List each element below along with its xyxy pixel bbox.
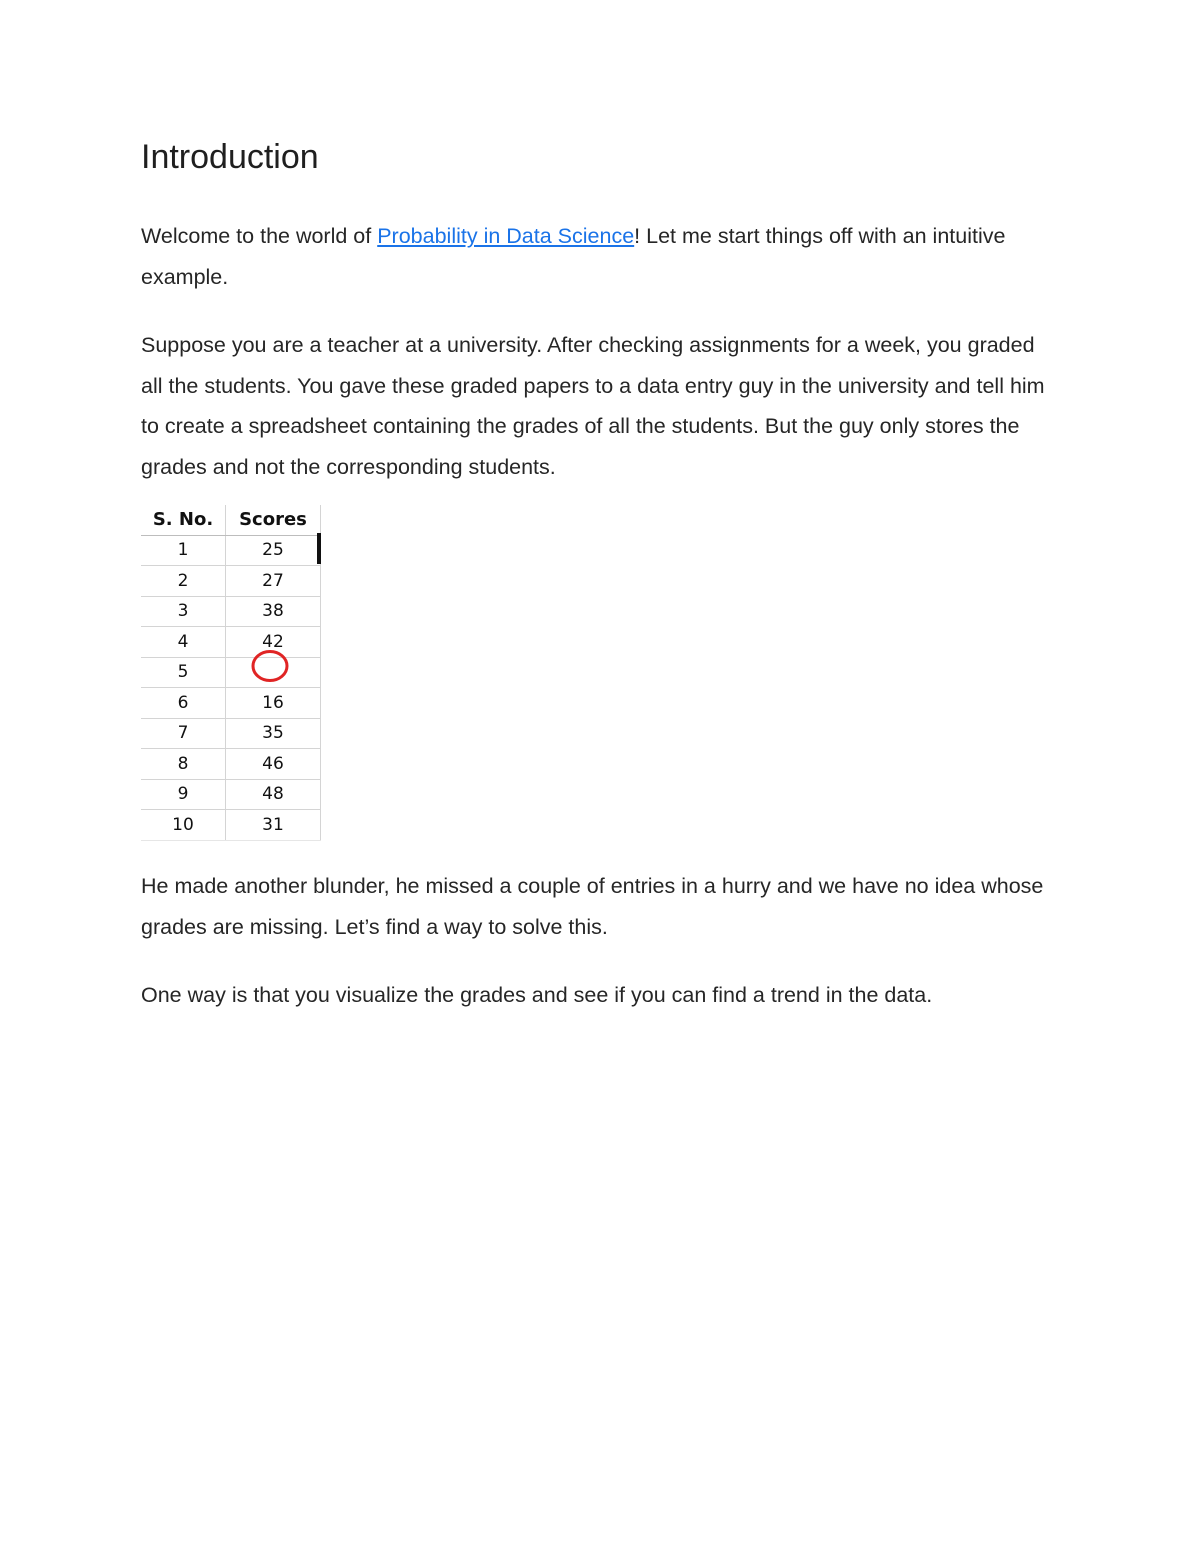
cell-sno[interactable]: 2 <box>141 566 226 597</box>
cell-score[interactable]: 27 <box>226 566 321 597</box>
visualize-paragraph: One way is that you visualize the grades and see if you can find a trend in the data. <box>141 983 933 1007</box>
red-circle-annotation <box>253 652 287 681</box>
cell-score[interactable]: 48 <box>226 779 321 810</box>
table-row <box>141 749 321 780</box>
table-row <box>141 627 321 658</box>
intro-text-after-link: ! Let me start things off with an intuitive example. <box>141 224 1006 289</box>
table-row <box>141 810 321 841</box>
cell-sno[interactable]: 1 <box>141 535 226 566</box>
cell-score[interactable]: 31 <box>226 810 321 841</box>
intro-paragraph <box>141 216 1056 297</box>
cell-sno[interactable]: 9 <box>141 779 226 810</box>
column-header-scores: Scores <box>226 505 321 535</box>
table-row <box>141 718 321 749</box>
cell-sno[interactable]: 8 <box>141 749 226 780</box>
cell-sno[interactable]: 4 <box>141 627 226 658</box>
cell-score[interactable]: 25 <box>226 535 321 566</box>
cell-score[interactable]: 42 <box>226 627 321 658</box>
table-row <box>141 535 321 566</box>
table-row <box>141 657 321 688</box>
cell-cursor-indicator <box>317 533 321 564</box>
cell-score[interactable]: 35 <box>226 718 321 749</box>
column-header-sno: S. No. <box>141 505 226 535</box>
page-title: Introduction <box>141 138 319 176</box>
scores-spreadsheet <box>141 505 323 835</box>
table-row <box>141 596 321 627</box>
cell-score[interactable]: 38 <box>226 596 321 627</box>
table-header-row <box>141 505 321 535</box>
missing-value-circle-icon <box>251 649 289 683</box>
table-row <box>141 779 321 810</box>
cell-sno[interactable]: 3 <box>141 596 226 627</box>
cell-score[interactable]: 16 <box>226 688 321 719</box>
cell-sno[interactable]: 5 <box>141 657 226 688</box>
cell-score[interactable]: 46 <box>226 749 321 780</box>
table-row <box>141 566 321 597</box>
table-row <box>141 688 321 719</box>
intro-text-before-link: Welcome to the world of <box>141 224 378 248</box>
scores-table <box>141 505 321 841</box>
probability-link[interactable]: Probability in Data Science <box>377 224 635 248</box>
scenario-paragraph: Suppose you are a teacher at a university. After checking assignments for a week, you graded all the students. You gave these graded papers to a data entry guy in the university and tell him to create a spreadsheet containing the grades of all the students. But the guy only stores the grades and not the corresponding students. <box>141 333 1045 479</box>
cell-sno[interactable]: 10 <box>141 810 226 841</box>
cell-sno[interactable]: 7 <box>141 718 226 749</box>
cell-sno[interactable]: 6 <box>141 688 226 719</box>
blunder-paragraph: He made another blunder, he missed a couple of entries in a hurry and we have no idea whose grades are missing. Let’s find a way to solve this. <box>141 874 1044 939</box>
